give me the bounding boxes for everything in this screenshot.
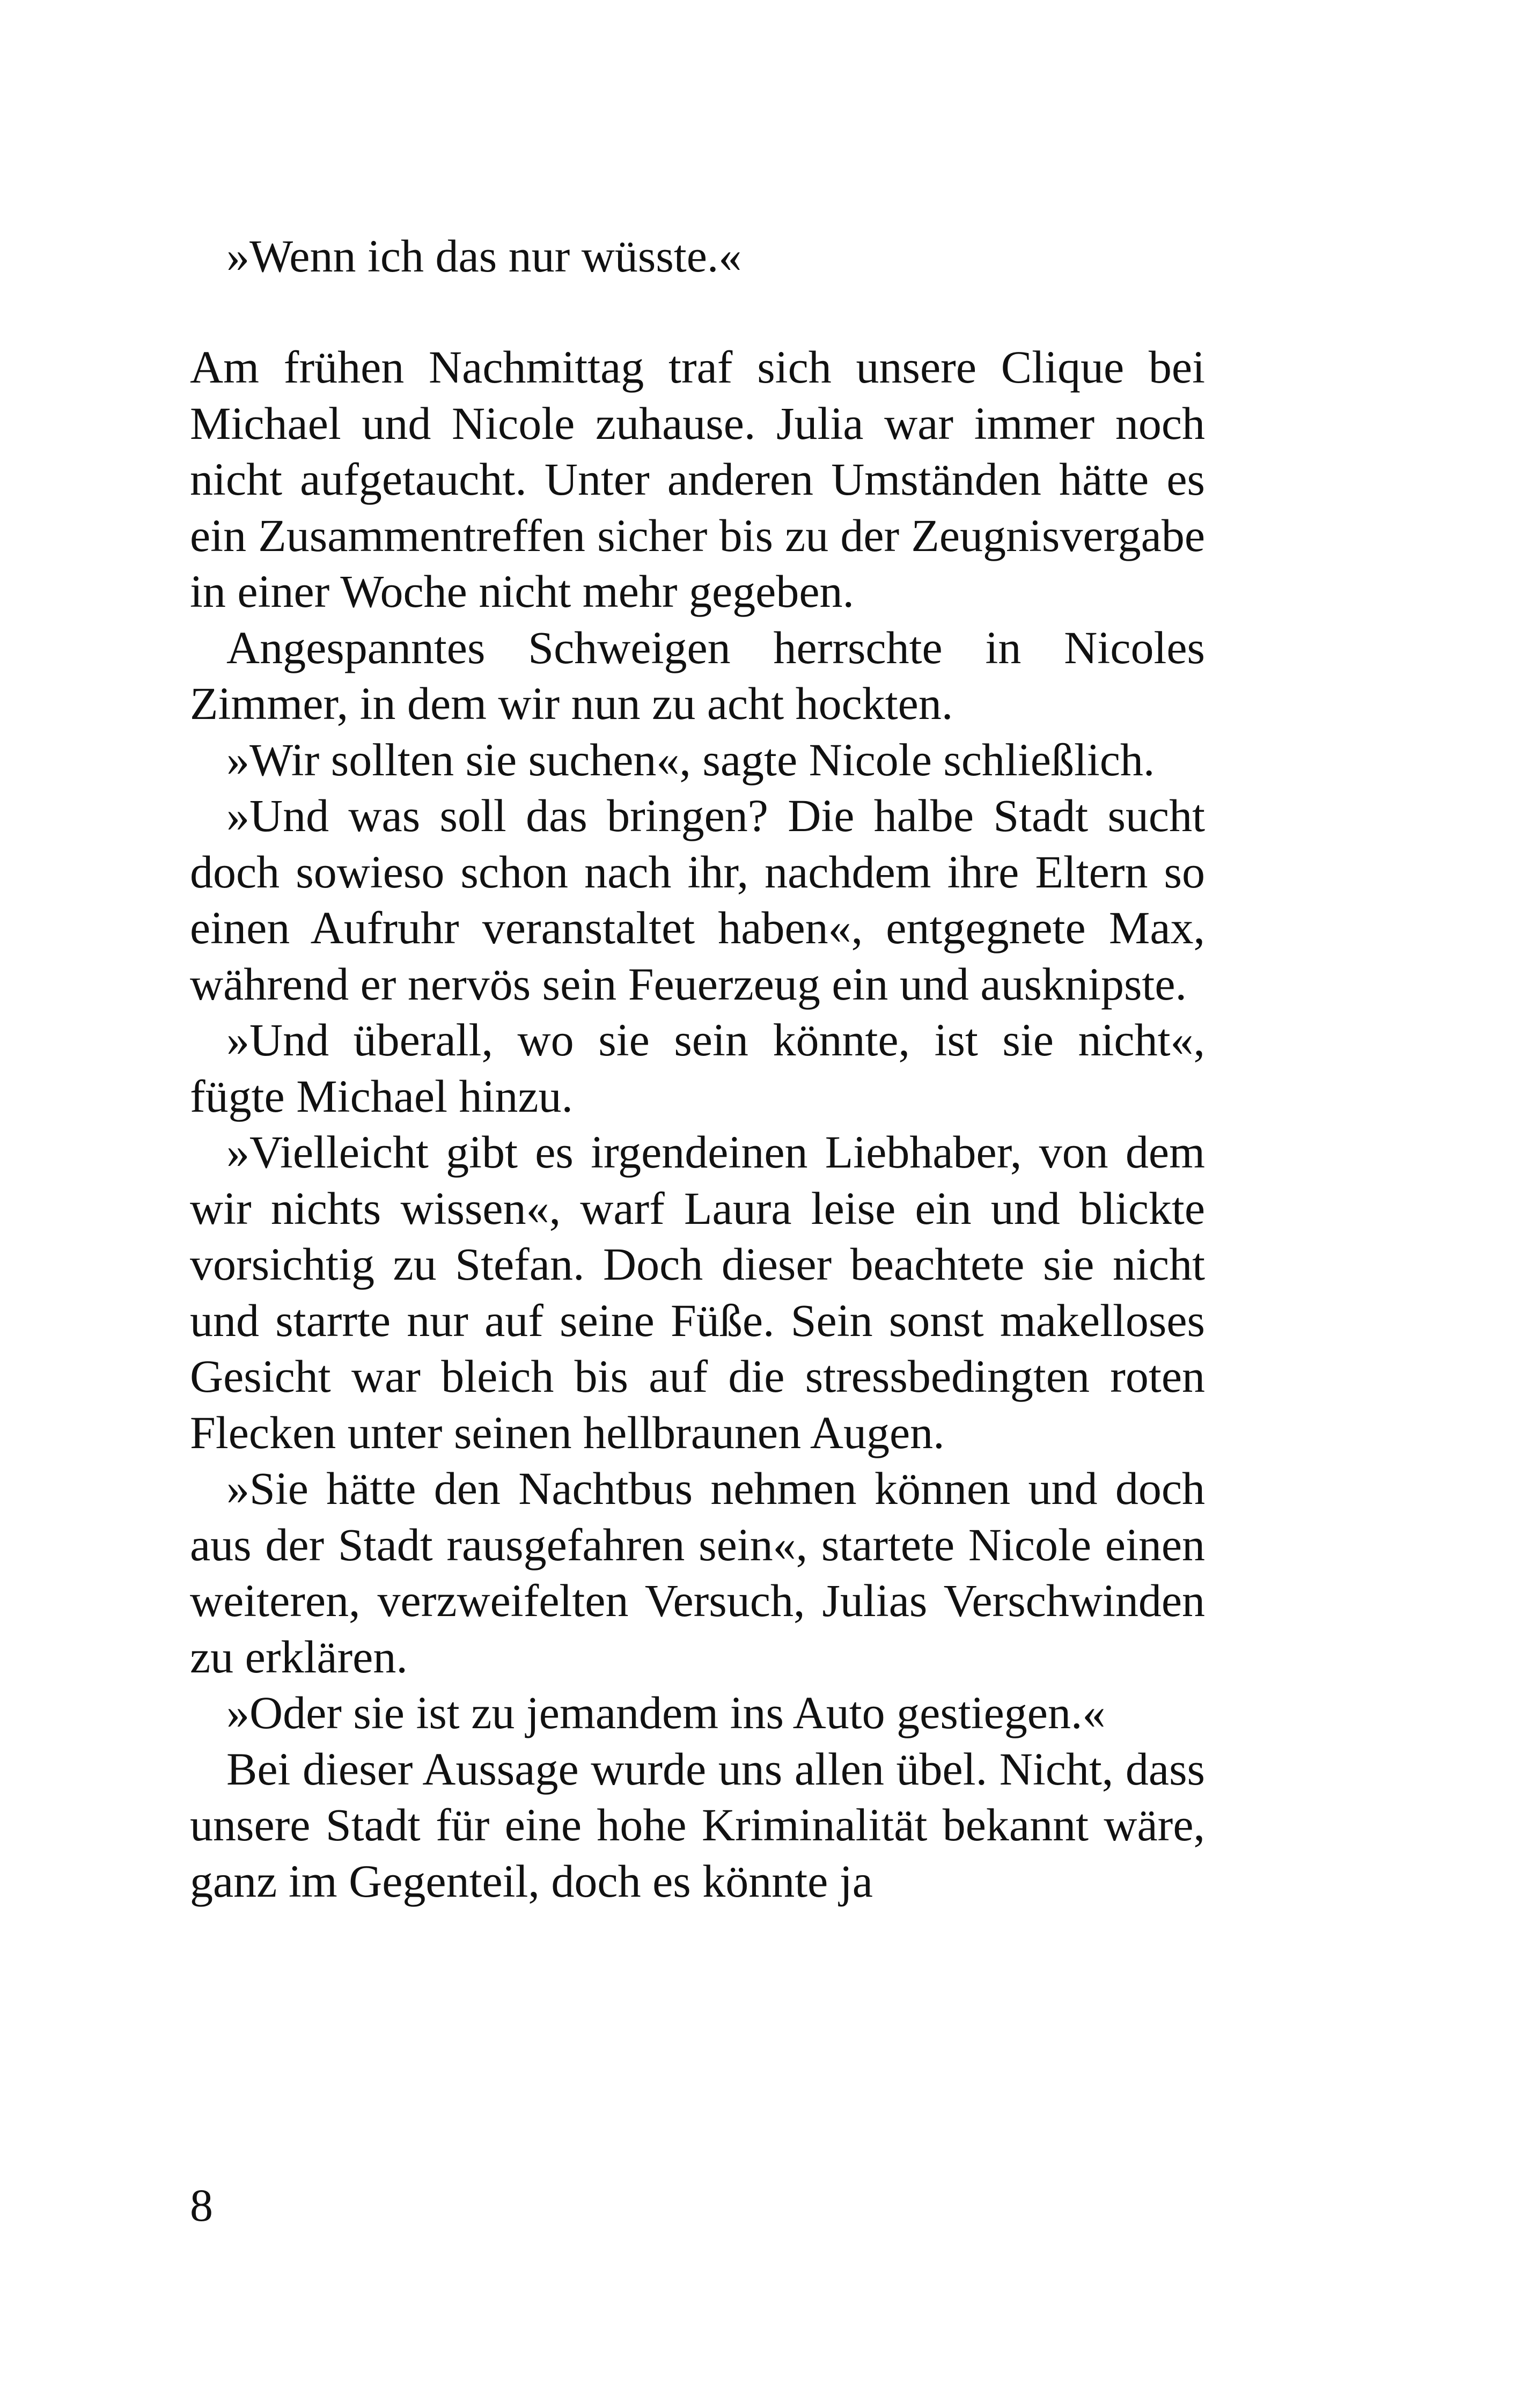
paragraph-9: Bei dieser Aussage wurde uns allen übel. Nicht, dass unsere Stadt für eine hohe Kriminalität bekannt wäre, ganz im Gegenteil, doch es könnte ja [190, 1743, 1205, 1907]
paragraph-8: »Oder sie ist zu jemandem ins Auto gestiegen.« [226, 1687, 1106, 1738]
paragraph-4: »Und was soll das bringen? Die halbe Stadt sucht doch sowieso schon nach ihr, nachdem ihre Eltern so einen Aufruhr veranstaltet haben«, entgegnete Max, während er nervös sein Feuerzeug ein und ausknipste. [190, 790, 1205, 1010]
paragraph-3: »Wir sollten sie suchen«, sagte Nicole schließlich. [226, 733, 1155, 785]
paragraph-7: »Sie hätte den Nachtbus nehmen können und doch aus der Stadt rausgefahren sein«, startete Nicole einen weiteren, verzweifelten Versuch, Julias Verschwinden zu erklären. [190, 1463, 1205, 1683]
paragraph-5: »Und überall, wo sie sein könnte, ist sie nicht«, fügte Michael hinzu. [190, 1014, 1205, 1122]
paragraph-1: Am frühen Nachmittag traf sich unsere Clique bei Michael und Nicole zuhause. Julia war immer noch nicht aufgetaucht. Unter anderen Umständen hätte es ein Zusammentreffen sicher bis zu der Zeugnisvergabe in einer Woche nicht mehr gegeben. [190, 341, 1205, 617]
body-text [190, 339, 1205, 1909]
opening-dialogue [190, 228, 1205, 284]
page-number: 8 [190, 2179, 213, 2231]
paragraph-2: Angespanntes Schweigen herrschte in Nicoles Zimmer, in dem wir nun zu acht hockten. [190, 621, 1205, 729]
paragraph-6: »Vielleicht gibt es irgendeinen Liebhaber, von dem wir nichts wissen«, warf Laura leise ein und blickte vorsichtig zu Stefan. Doch dieser beachtete sie nicht und starrte nur auf seine Füße. Sein sonst makelloses Gesicht war bleich bis auf die stressbedingten roten Flecken unter seinen hellbraunen Augen. [190, 1126, 1205, 1458]
paragraph-opening: »Wenn ich das nur wüsste.« [226, 230, 742, 282]
